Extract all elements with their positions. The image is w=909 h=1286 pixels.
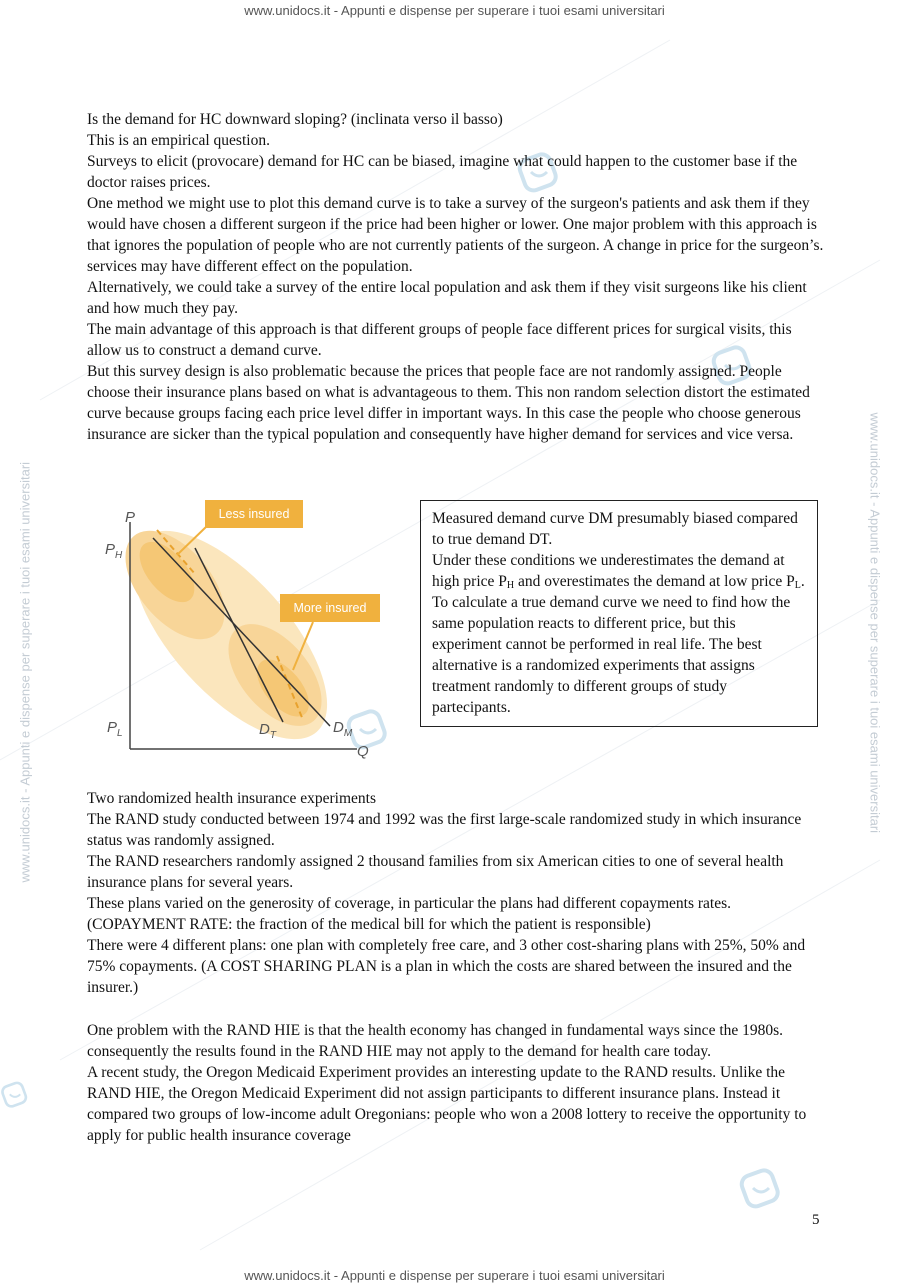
paragraph: Measured demand curve DM presumably biased compared to true demand DT. [432, 510, 798, 548]
axis-label-q: Q [357, 743, 369, 760]
paragraph: The RAND study conducted between 1974 and 1992 was the first large-scale randomized study in which insurance status was randomly assigned. [87, 811, 802, 849]
page-number: 5 [812, 1212, 820, 1228]
paragraph: The RAND researchers randomly assigned 2 thousand families from six American cities to one of several health insurance plans for several years. [87, 853, 784, 891]
price-low-label: $P_L$ [107, 719, 123, 739]
more-insured-label: More insured [293, 601, 367, 615]
true-demand-label: $D_T$ [259, 721, 276, 741]
paragraph: Surveys to elicit (provocare) demand for HC can be biased, imagine what could happen to the customer base if the doctor raises prices. [87, 153, 798, 191]
paragraph: These plans varied on the generosity of coverage, in particular the plans had different copayments rates. (COPAYMENT RATE: the fraction of the medical bill for which the patient is responsible) [87, 895, 732, 933]
paragraph: One problem with the RAND HIE is that the health economy has changed in fundamental ways since the 1980s. consequently the results found in the RAND HIE may not apply to the demand for health care today. [87, 1022, 784, 1060]
paragraph: Is the demand for HC downward sloping? (inclinata verso il basso) [87, 111, 503, 128]
paragraph: Under these conditions we underestimates the demand at high price $P_H$ and overestimates the demand at low price $P_L$. [432, 552, 805, 591]
paragraph: This is an empirical question. [87, 132, 270, 149]
paragraph: To calculate a true demand curve we need to find how the same population reacts to different price, but this experiment cannot be performed in real life. The best alternative is a randomized experiments that assigns treatment randomly to different groups of study partecipants. [432, 594, 791, 716]
unidocs-logo-icon [738, 1166, 784, 1212]
section-3 [87, 1020, 827, 1146]
axis-label-p: P [125, 509, 136, 526]
paragraph: One method we might use to plot this demand curve is to take a survey of the surgeon's patients and ask them if they would have chosen a different surgeon if the price had been higher or lower. One major problem with this approach is that ignores the population of people who are not currently patients of the surgeon. A change in price for the surgeon’s. services may have different effect on the population. [87, 195, 824, 275]
footer-watermark: www.unidocs.it - Appunti e dispense per superare i tuoi esami universitari [244, 1268, 665, 1283]
paragraph: Alternatively, we could take a survey of the entire local population and ask them if they visit surgeons like his client and how much they pay. [87, 279, 807, 317]
paragraph: A recent study, the Oregon Medicaid Experiment provides an interesting update to the RAND results. Unlike the RAND HIE, the Oregon Medicaid Experiment did not assign participants to different insurance plans. Instead it compared two groups of low-income adult Oregonians: people who won a 2008 lottery to receive the opportunity to apply for public health insurance coverage [87, 1064, 807, 1144]
price-high-label: $P_H$ [105, 541, 123, 561]
header-watermark: www.unidocs.it - Appunti e dispense per superare i tuoi esami universitari [244, 3, 665, 18]
measured-demand-label: $D_M$ [333, 719, 353, 739]
left-side-watermark: www.unidocs.it - Appunti e dispense per superare i tuoi esami universitari [17, 461, 33, 883]
demand-curve-figure [95, 500, 395, 768]
section-heading: Two randomized health insurance experiments [87, 790, 377, 807]
explanation-box [420, 500, 818, 727]
paragraph: There were 4 different plans: one plan with completely free care, and 3 other cost-sharing plans with 25%, 50% and 75% copayments. (A COST SHARING PLAN is a plan in which the costs are shared between the insured and the insurer.) [87, 937, 806, 996]
section-2 [87, 788, 827, 998]
paragraph: But this survey design is also problematic because the prices that people face are not randomly assigned. People choose their insurance plans based on what is advantageous to them. This non random selection distort the estimated curve because groups facing each price level differ in important ways. In this case the people who choose generous insurance are sicker than the typical population and consequently have higher demand for services and vice versa. [87, 363, 810, 443]
unidocs-logo-icon [0, 1072, 30, 1118]
paragraph: The main advantage of this approach is that different groups of people face different prices for surgical visits, this allow us to construct a demand curve. [87, 321, 792, 359]
less-insured-label: Less insured [218, 507, 290, 521]
right-side-watermark: www.unidocs.it - Appunti e dispense per superare i tuoi esami universitari [867, 412, 883, 834]
section-1 [87, 109, 827, 445]
